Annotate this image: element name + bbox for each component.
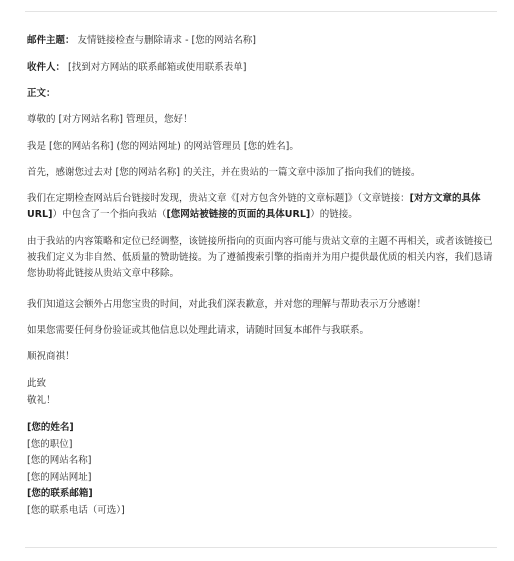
finding-text-1: 我们在定期检查网站后台链接时发现，贵站文章《[对方包含外链的文章标题]》（文章链接： — [27, 193, 410, 204]
linked-page-placeholder: [您网站被链接的页面的具体URL] — [166, 209, 311, 220]
recipient-line — [27, 61, 246, 74]
thanks-paragraph: 首先，感谢您过去对 [您的网站名称] 的关注，并在贵站的一篇文章中添加了指向我们的链接。 — [27, 167, 421, 178]
top-divider — [25, 11, 497, 12]
subject-label: 邮件主题： — [27, 35, 75, 46]
finding-text-2: ）中包含了一个指向我站（ — [52, 209, 167, 220]
closing-line-2: 敬礼！ — [27, 394, 56, 406]
intro-paragraph: 我是 [您的网站名称] (您的网站网址) 的网站管理员 [您的姓名]。 — [27, 141, 299, 152]
finding-text-3: ）的链接。 — [310, 209, 358, 220]
recipient-value: [找到对方网站的联系邮箱或使用联系表单] — [68, 62, 247, 73]
finding-paragraph — [27, 191, 495, 223]
greeting: 尊敬的 [对方网站名称] 管理员，您好！ — [27, 114, 193, 125]
wishes-line: 顺祝商祺！ — [27, 351, 75, 362]
bottom-divider — [25, 547, 497, 548]
signature-name: [您的姓名] — [27, 422, 74, 433]
signature-email: [您的联系邮箱] — [27, 488, 93, 499]
contact-paragraph: 如果您需要任何身份验证或其他信息以处理此请求，请随时回复本邮件与我联系。 — [27, 325, 370, 336]
body-label: 正文： — [27, 88, 56, 99]
signature-site-name: [您的网站名称] — [27, 455, 92, 466]
signature-block — [27, 420, 125, 519]
signature-title: [您的职位] — [27, 438, 73, 450]
subject-value: 友情链接检查与删除请求 - [您的网站名称] — [77, 35, 256, 46]
reason-paragraph: 由于我站的内容策略和定位已经调整，该链接所指向的页面内容可能与贵站文章的主题不再相关，或者该链接已被我们定义为非自然、低质量的赞助链接。为了遵循搜索引擎的指南并为用户提供最优质的相关内容，我们恳请您协助将此链接从贵站文章中移除。 — [27, 236, 493, 279]
apology-paragraph: 我们知道这会额外占用您宝贵的时间，对此我们深表歉意，并对您的理解与帮助表示万分感谢！ — [27, 299, 427, 310]
recipient-label: 收件人： — [27, 62, 66, 73]
signature-phone: [您的联系电话（可选）] — [27, 504, 125, 516]
subject-line — [27, 34, 256, 47]
signature-site-url: [您的网站网址] — [27, 471, 92, 483]
article-url-placeholder: [对方文章的具体URL] — [27, 193, 481, 220]
closing — [27, 376, 56, 409]
closing-line-1: 此致 — [27, 378, 47, 389]
